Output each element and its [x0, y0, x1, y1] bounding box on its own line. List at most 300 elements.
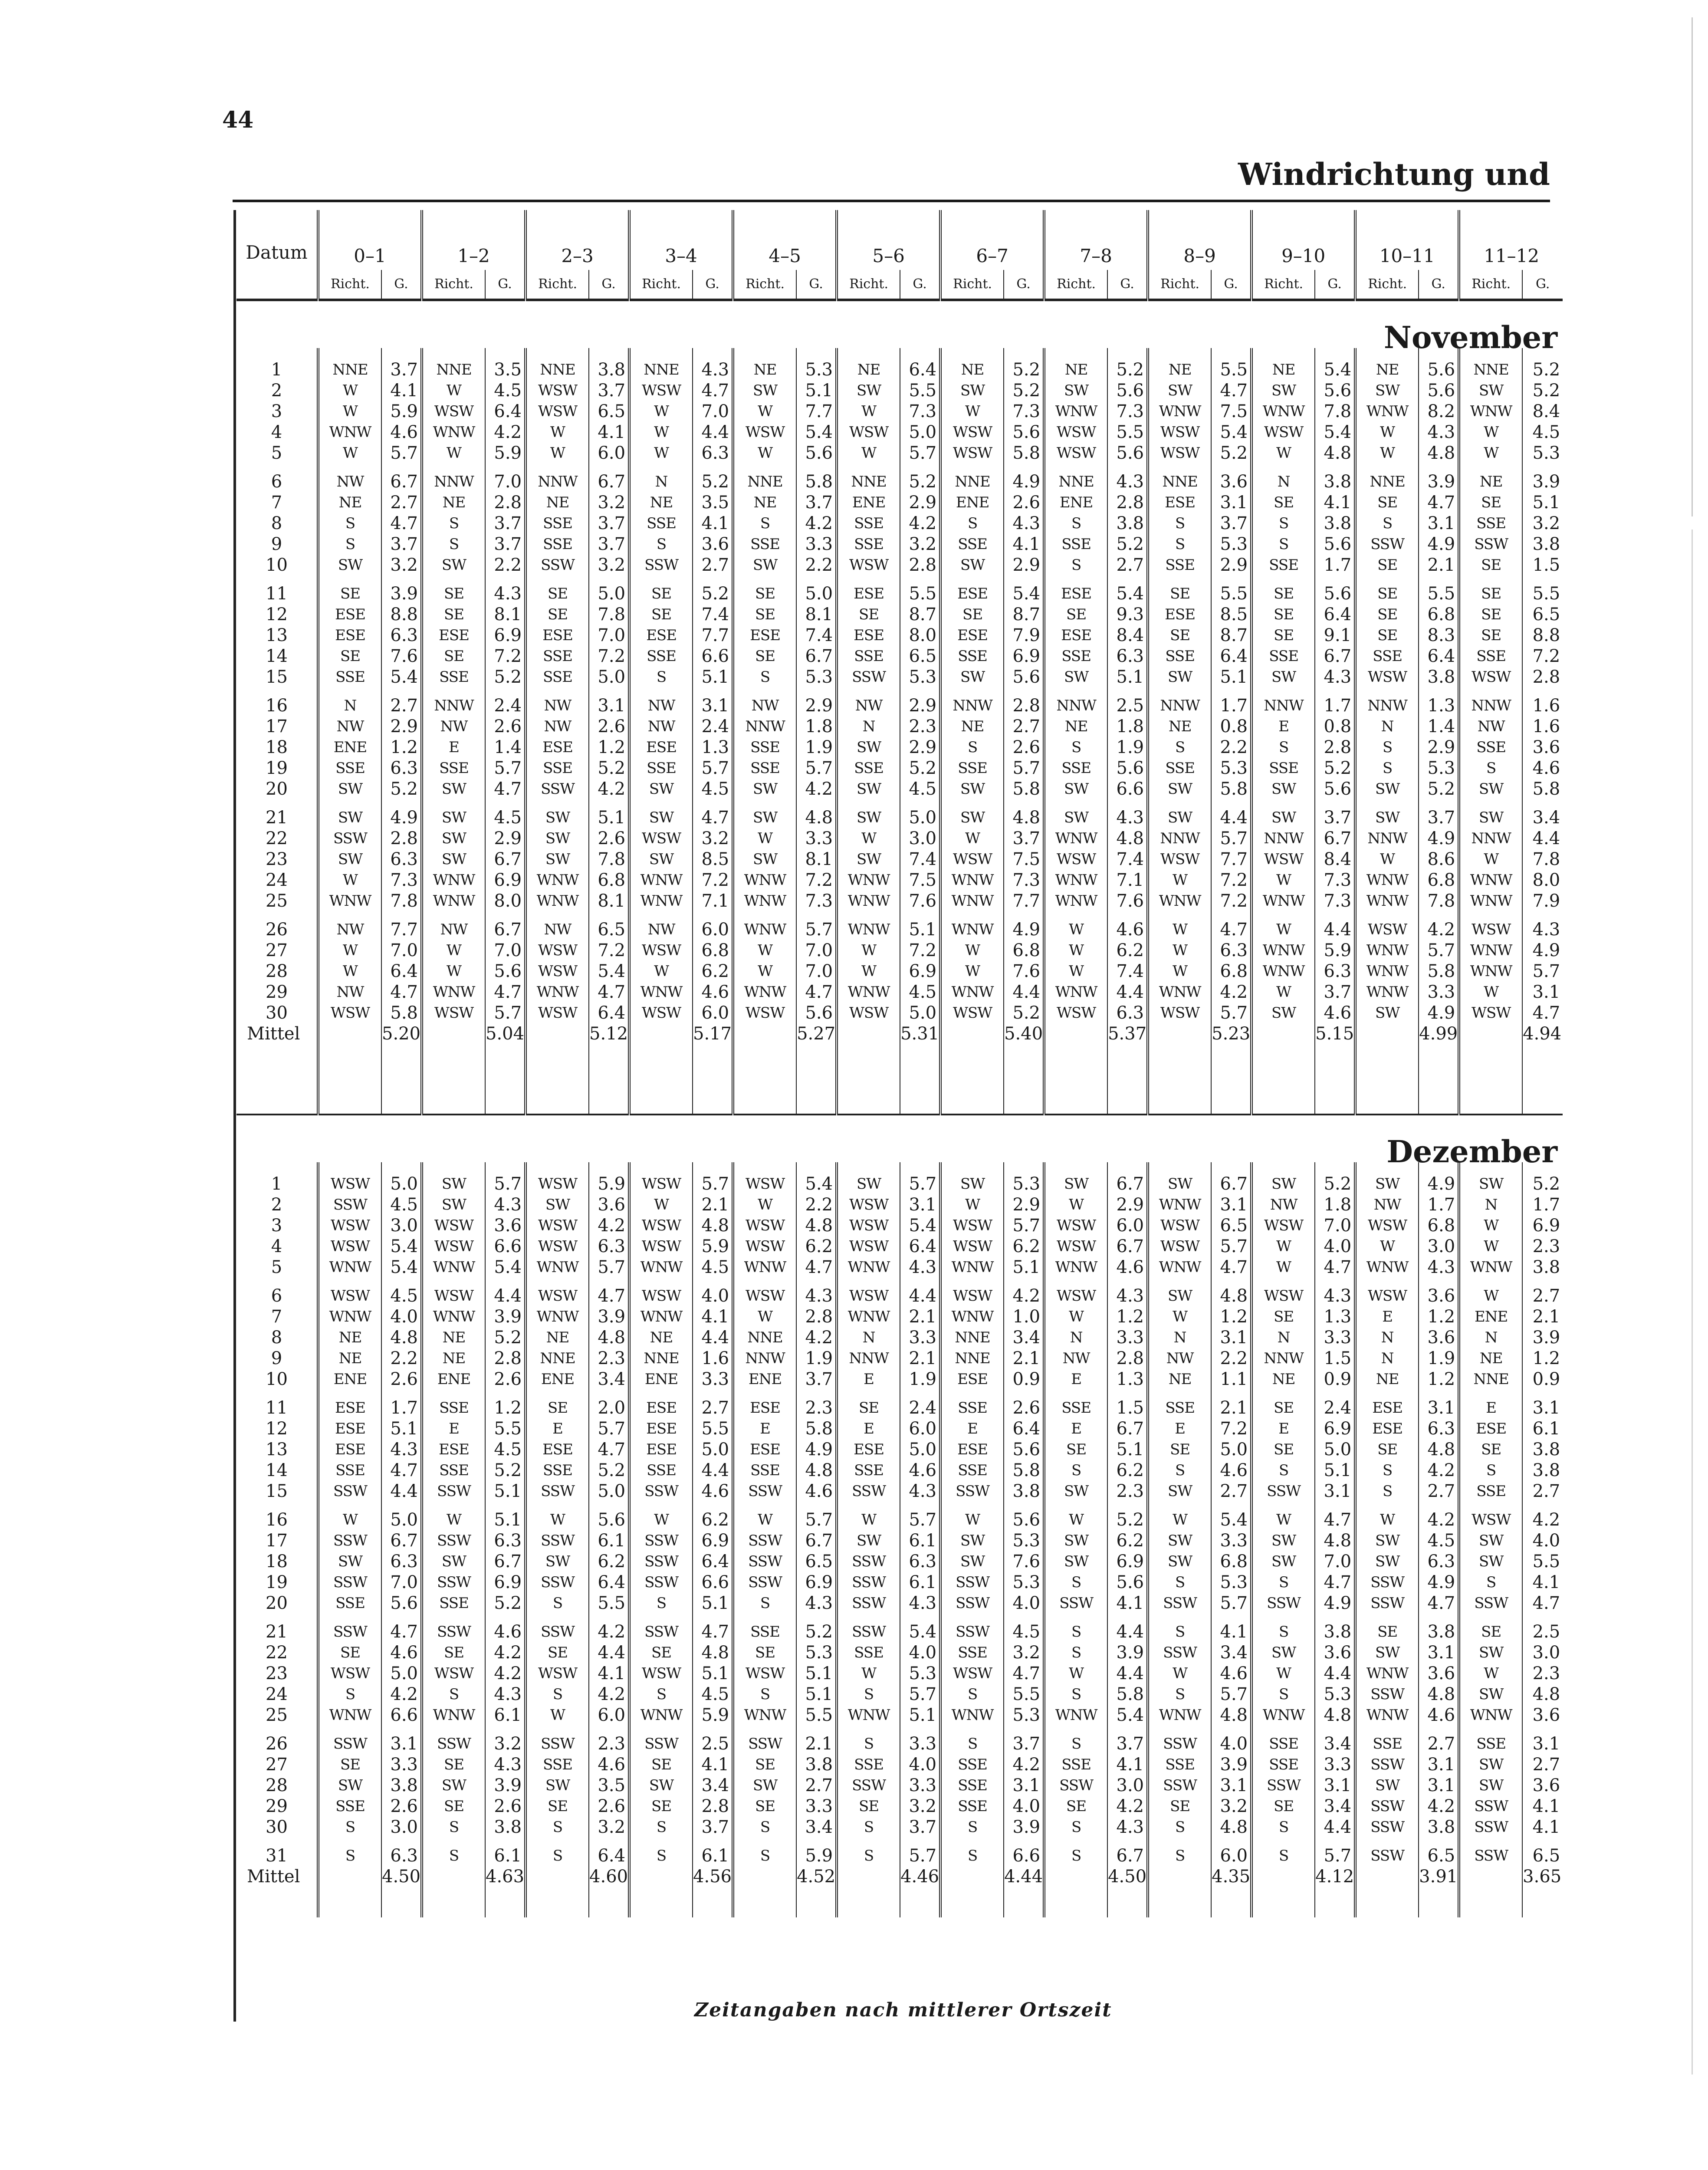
speed-cell: 6.4 [909, 1236, 937, 1256]
speed-cell: 3.4 [598, 1369, 626, 1389]
direction-cell: WSW [940, 1003, 1004, 1023]
speed-cell: 6.4 [701, 1552, 729, 1572]
speed-cell: 3.0 [1427, 1236, 1455, 1256]
direction-cell: S [1044, 555, 1107, 575]
direction-cell: W [733, 940, 796, 961]
spacer-cell [1315, 1726, 1355, 1733]
direction-cell: WSW [422, 1286, 485, 1306]
table-row [236, 492, 1563, 513]
spacer-cell [1315, 1502, 1355, 1509]
speed-cell: 2.4 [494, 696, 522, 716]
direction-cell: SW [837, 737, 900, 758]
mittel-spacer [1355, 1023, 1419, 1057]
mittel-value: 4.35 [1212, 1867, 1251, 1887]
direction-cell: S [1251, 513, 1315, 534]
direction-cell: SSE [629, 1460, 693, 1481]
direction-cell: ESE [940, 625, 1004, 646]
speed-cell: 1.0 [1012, 1307, 1041, 1327]
g-subheader: G. [796, 270, 837, 300]
direction-cell: W [837, 828, 900, 849]
speed-cell: 7.4 [701, 605, 729, 625]
speed-cell: 3.1 [1532, 982, 1560, 1002]
direction-cell: W [1148, 919, 1211, 940]
direction-cell: WNW [422, 982, 485, 1003]
direction-cell: WNW [1251, 940, 1315, 961]
direction-cell: NW [318, 982, 381, 1003]
speed-cell: 3.3 [805, 534, 833, 554]
spacer-cell [1107, 1614, 1148, 1621]
direction-cell: SW [422, 1775, 485, 1796]
spacer-cell [589, 1900, 629, 1917]
day-cell: 21 [236, 807, 318, 828]
speed-cell: 3.3 [1427, 982, 1455, 1002]
direction-cell: SE [318, 1754, 381, 1775]
spacer-cell [526, 687, 589, 695]
speed-cell: 1.8 [1324, 1195, 1352, 1215]
direction-cell: SE [1251, 1306, 1315, 1327]
direction-cell: SW [1355, 807, 1419, 828]
direction-cell: SW [1459, 1754, 1522, 1775]
speed-cell: 4.5 [1427, 1531, 1455, 1551]
direction-cell: SW [1251, 1551, 1315, 1572]
speed-cell: 7.2 [494, 646, 522, 666]
speed-cell: 3.7 [1012, 829, 1041, 848]
speed-cell: 3.4 [1324, 1734, 1352, 1754]
direction-cell: SSE [940, 758, 1004, 779]
direction-cell: SW [733, 380, 796, 401]
speed-cell: 4.3 [1324, 1286, 1352, 1306]
direction-cell: WSW [1459, 667, 1522, 687]
direction-cell: WNW [422, 422, 485, 443]
spacer-cell [1004, 1614, 1044, 1621]
spacer-cell [940, 1614, 1004, 1621]
direction-cell: SSW [733, 1733, 796, 1754]
speed-cell: 8.8 [390, 605, 418, 625]
spacer-cell [629, 911, 693, 919]
direction-cell: S [526, 1684, 589, 1705]
day-cell: 11 [236, 1397, 318, 1418]
spacer-cell [1459, 1838, 1522, 1845]
table-row [236, 1257, 1563, 1278]
speed-cell: 5.1 [1012, 1257, 1041, 1277]
spacer-cell [381, 1278, 422, 1286]
speed-cell: 0.8 [1220, 717, 1248, 736]
direction-cell: SE [1251, 1397, 1315, 1418]
speed-cell: 3.7 [1324, 808, 1352, 828]
spacer-cell [526, 1502, 589, 1509]
spacer-cell [526, 1726, 589, 1733]
spacer-cell [1251, 799, 1315, 807]
speed-cell: 4.5 [494, 1440, 522, 1460]
direction-cell: WNW [1251, 1705, 1315, 1726]
direction-cell: WNW [526, 1306, 589, 1327]
speed-cell: 4.3 [390, 1440, 418, 1460]
direction-cell: N [1459, 1194, 1522, 1215]
g-subheader: G. [693, 270, 733, 300]
speed-cell: 4.8 [701, 1216, 729, 1236]
speed-cell: 6.1 [701, 1846, 729, 1866]
direction-cell: NNW [1148, 695, 1211, 716]
speed-cell: 1.7 [1324, 696, 1352, 716]
direction-cell: SW [1251, 1530, 1315, 1551]
speed-cell: 6.4 [598, 1846, 626, 1866]
speed-cell: 5.3 [1012, 1705, 1041, 1725]
speed-cell: 4.3 [494, 1195, 522, 1215]
speed-cell: 5.7 [701, 758, 729, 778]
direction-cell: WSW [629, 940, 693, 961]
speed-cell: 3.2 [598, 1817, 626, 1837]
direction-cell: S [318, 1845, 381, 1866]
speed-cell: 3.4 [1220, 1643, 1248, 1663]
spacer-cell [1251, 1726, 1315, 1733]
direction-cell: S [629, 534, 693, 555]
direction-cell: SSE [837, 758, 900, 779]
spacer-cell [940, 1278, 1004, 1286]
spacer-cell [1211, 1900, 1251, 1917]
spacer-cell [837, 1838, 900, 1845]
speed-cell: 1.9 [1116, 737, 1144, 757]
speed-cell: 5.2 [701, 584, 729, 604]
spacer-cell [940, 687, 1004, 695]
day-cell: 7 [236, 1306, 318, 1327]
direction-cell: SSE [733, 1621, 796, 1642]
direction-cell: WSW [629, 1215, 693, 1236]
spacer-cell [1459, 1390, 1522, 1397]
day-cell: 25 [236, 1705, 318, 1726]
spacer-cell [837, 911, 900, 919]
speed-cell: 5.3 [1012, 1174, 1041, 1194]
speed-cell: 3.2 [1532, 513, 1560, 533]
speed-cell: 6.3 [1116, 646, 1144, 666]
speed-cell: 6.3 [390, 849, 418, 869]
direction-cell: W [318, 443, 381, 464]
direction-cell: ENE [318, 1369, 381, 1390]
direction-cell: SSW [837, 1481, 900, 1502]
speed-cell: 5.6 [598, 1510, 626, 1530]
speed-cell: 4.9 [1427, 1003, 1455, 1023]
direction-cell: W [1148, 961, 1211, 982]
spacer-cell [318, 799, 381, 807]
speed-cell: 4.0 [1220, 1734, 1248, 1754]
spacer-cell [422, 799, 485, 807]
spacer-cell [318, 1057, 381, 1115]
direction-cell: NNE [1044, 471, 1107, 492]
direction-cell: W [1355, 849, 1419, 870]
speed-cell: 6.5 [598, 920, 626, 940]
direction-cell: WNW [1251, 401, 1315, 422]
speed-cell: 4.5 [390, 1195, 418, 1215]
speed-cell: 4.4 [598, 1643, 626, 1663]
direction-cell: SSW [837, 1572, 900, 1593]
direction-cell: W [629, 422, 693, 443]
direction-cell: W [422, 380, 485, 401]
spacer-cell [1107, 911, 1148, 919]
day-cell: 2 [236, 380, 318, 401]
speed-cell: 2.7 [805, 1775, 833, 1795]
speed-cell: 5.0 [909, 422, 937, 442]
speed-cell: 4.4 [1324, 1664, 1352, 1683]
spacer-cell [693, 1057, 733, 1115]
direction-cell: SE [422, 1796, 485, 1817]
spacer-cell [837, 1726, 900, 1733]
mittel-spacer [422, 1023, 485, 1057]
speed-cell: 2.6 [1012, 493, 1041, 513]
direction-cell: WNW [733, 982, 796, 1003]
direction-cell: SSE [940, 1775, 1004, 1796]
direction-cell: WNW [837, 919, 900, 940]
speed-cell: 2.1 [1220, 1398, 1248, 1418]
spacer-cell [629, 575, 693, 583]
direction-cell: W [1355, 1509, 1419, 1530]
speed-cell: 4.2 [1427, 1510, 1455, 1530]
direction-cell: SSE [1148, 646, 1211, 667]
spacer-cell [900, 911, 940, 919]
speed-cell: 2.6 [598, 829, 626, 848]
speed-cell: 5.4 [390, 1257, 418, 1277]
speed-cell: 8.1 [494, 605, 522, 625]
direction-cell: S [940, 513, 1004, 534]
speed-cell: 5.1 [1116, 1440, 1144, 1460]
direction-cell: SW [733, 849, 796, 870]
speed-cell: 7.0 [390, 940, 418, 960]
speed-cell: 4.2 [494, 422, 522, 442]
speed-cell: 4.5 [1012, 1622, 1041, 1642]
speed-cell: 5.7 [494, 758, 522, 778]
direction-cell: N [1355, 716, 1419, 737]
speed-cell: 6.5 [1427, 1846, 1455, 1866]
direction-cell: ESE [526, 737, 589, 758]
spacer-cell [693, 911, 733, 919]
speed-cell: 5.3 [909, 1664, 937, 1683]
spacer-cell [1315, 1614, 1355, 1621]
direction-cell: WNW [1044, 891, 1107, 911]
direction-cell: NNE [940, 1348, 1004, 1369]
speed-cell: 2.8 [494, 1348, 522, 1368]
speed-cell: 2.7 [390, 493, 418, 513]
mittel-label: Mittel [236, 1023, 318, 1057]
direction-cell: W [1459, 1215, 1522, 1236]
spacer-cell [1107, 1390, 1148, 1397]
speed-cell: 4.4 [1324, 1817, 1352, 1837]
speed-cell: 0.8 [1324, 717, 1352, 736]
direction-cell: NE [1251, 1369, 1315, 1390]
direction-cell: W [940, 401, 1004, 422]
direction-cell: WSW [1459, 1003, 1522, 1023]
direction-cell: SSW [318, 1481, 381, 1502]
spacer-cell [1148, 687, 1211, 695]
speed-cell: 5.7 [909, 1510, 937, 1530]
speed-cell: 3.1 [1324, 1775, 1352, 1795]
speed-cell: 4.2 [805, 779, 833, 799]
direction-cell: S [526, 1845, 589, 1866]
direction-cell: ENE [733, 1369, 796, 1390]
direction-cell: S [318, 1684, 381, 1705]
table-row [236, 1460, 1563, 1481]
spacer-cell [900, 1162, 940, 1174]
direction-cell: SSE [940, 1460, 1004, 1481]
speed-cell: 7.7 [1220, 849, 1248, 869]
spacer-row [236, 1162, 1563, 1174]
speed-cell: 5.6 [1324, 534, 1352, 554]
direction-cell: ESE [1148, 492, 1211, 513]
direction-cell: SE [733, 604, 796, 625]
speed-cell: 6.3 [1220, 940, 1248, 960]
mittel-spacer [940, 1023, 1004, 1057]
speed-cell: 5.2 [909, 758, 937, 778]
spacer-cell [1044, 1390, 1107, 1397]
g-subheader: G. [589, 270, 629, 300]
speed-cell: 6.4 [598, 1003, 626, 1023]
direction-cell: WSW [837, 1215, 900, 1236]
spacer-cell [485, 1162, 526, 1174]
hour-header: 8–9 [1148, 210, 1251, 270]
direction-cell: NW [1044, 1348, 1107, 1369]
speed-cell: 4.7 [598, 1440, 626, 1460]
direction-cell: SW [629, 807, 693, 828]
day-cell: 18 [236, 1551, 318, 1572]
direction-cell: S [1251, 534, 1315, 555]
direction-cell: SW [422, 849, 485, 870]
spacer-cell [1251, 464, 1315, 471]
direction-cell: W [526, 422, 589, 443]
direction-cell: WSW [526, 401, 589, 422]
hour-header: 4–5 [733, 210, 837, 270]
speed-cell: 5.0 [390, 1174, 418, 1194]
direction-cell: W [629, 1509, 693, 1530]
speed-cell: 3.5 [494, 360, 522, 380]
direction-cell: WSW [837, 555, 900, 575]
speed-cell: 1.2 [1532, 1348, 1560, 1368]
speed-cell: 1.8 [805, 717, 833, 736]
table-row [236, 737, 1563, 758]
speed-cell: 4.1 [1116, 1593, 1144, 1613]
direction-cell: SSE [733, 758, 796, 779]
day-cell: 31 [236, 1845, 318, 1866]
speed-cell: 7.0 [390, 1572, 418, 1592]
speed-cell: 5.2 [1220, 443, 1248, 463]
day-cell: 26 [236, 1733, 318, 1754]
direction-cell: WSW [422, 1215, 485, 1236]
spacer-cell [796, 1838, 837, 1845]
speed-cell: 5.2 [598, 758, 626, 778]
speed-cell: 2.2 [805, 555, 833, 575]
direction-cell: W [526, 1705, 589, 1726]
direction-cell: W [1459, 982, 1522, 1003]
direction-cell: ESE [526, 1439, 589, 1460]
spacer-cell [1148, 1838, 1211, 1845]
day-cell: 26 [236, 919, 318, 940]
spacer-cell [1355, 1726, 1419, 1733]
speed-cell: 4.7 [494, 982, 522, 1002]
direction-cell: SSW [526, 1621, 589, 1642]
speed-cell: 6.1 [494, 1705, 522, 1725]
direction-cell: W [1044, 961, 1107, 982]
spacer-cell [940, 1726, 1004, 1733]
speed-cell: 6.7 [390, 1531, 418, 1551]
speed-cell: 2.5 [1532, 1622, 1560, 1642]
spacer-cell [422, 348, 485, 359]
direction-cell: WSW [940, 1286, 1004, 1306]
direction-cell: NW [1148, 1348, 1211, 1369]
speed-cell: 5.9 [598, 1174, 626, 1194]
speed-cell: 4.3 [909, 1593, 937, 1613]
spacer-cell [1148, 1726, 1211, 1733]
speed-cell: 4.8 [1324, 1705, 1352, 1725]
direction-cell: SSE [1251, 1754, 1315, 1775]
spacer-cell [1004, 348, 1044, 359]
day-cell: 18 [236, 737, 318, 758]
g-subheader: G. [1211, 270, 1251, 300]
direction-cell: NNE [1148, 471, 1211, 492]
speed-cell: 6.6 [494, 1236, 522, 1256]
spacer-cell [526, 575, 589, 583]
direction-cell: SE [1148, 1439, 1211, 1460]
day-cell: 19 [236, 1572, 318, 1593]
direction-cell: SE [733, 583, 796, 604]
direction-cell: NW [526, 716, 589, 737]
direction-cell: NNE [940, 1327, 1004, 1348]
direction-cell: SW [422, 1174, 485, 1194]
speed-cell: 4.3 [494, 1684, 522, 1704]
direction-cell: WNW [1355, 1663, 1419, 1684]
speed-cell: 8.1 [598, 891, 626, 911]
spacer-cell [1004, 799, 1044, 807]
spacer-cell [318, 1838, 381, 1845]
speed-cell: 6.0 [598, 1705, 626, 1725]
direction-cell: SSE [1355, 646, 1419, 667]
mittel-spacer [1044, 1023, 1107, 1057]
spacer-cell [381, 1900, 422, 1917]
spacer-cell [236, 1900, 318, 1917]
spacer-row [236, 911, 1563, 919]
direction-cell: W [1251, 1236, 1315, 1257]
speed-cell: 3.1 [1220, 1328, 1248, 1348]
direction-cell: WSW [629, 1663, 693, 1684]
speed-cell: 4.1 [598, 1664, 626, 1683]
speed-cell: 4.6 [909, 1460, 937, 1480]
direction-cell: SW [1355, 1530, 1419, 1551]
table-row [236, 513, 1563, 534]
spacer-cell [1355, 1278, 1419, 1286]
speed-cell: 3.8 [1532, 1257, 1560, 1277]
speed-cell: 6.3 [1116, 1003, 1144, 1023]
richt-subheader: Richt. [526, 270, 589, 300]
direction-cell: SW [629, 1775, 693, 1796]
spacer-cell [1459, 1057, 1522, 1115]
direction-cell: SW [1044, 380, 1107, 401]
speed-cell: 6.0 [909, 1419, 937, 1439]
direction-cell: ESE [733, 1397, 796, 1418]
speed-cell: 3.1 [1427, 1775, 1455, 1795]
speed-cell: 5.1 [494, 1481, 522, 1501]
direction-cell: SW [1044, 1481, 1107, 1502]
spacer-cell [900, 1726, 940, 1733]
spacer-cell [1419, 1278, 1459, 1286]
spacer-cell [796, 348, 837, 359]
table-row [236, 807, 1563, 828]
spacer-cell [318, 687, 381, 695]
spacer-cell [1107, 687, 1148, 695]
spacer-cell [318, 1390, 381, 1397]
day-cell: 6 [236, 1286, 318, 1306]
direction-cell: SW [422, 555, 485, 575]
direction-cell: W [1459, 1236, 1522, 1257]
richt-subheader: Richt. [1044, 270, 1107, 300]
spacer-cell [1522, 1614, 1563, 1621]
direction-cell: WNW [733, 870, 796, 891]
spacer-cell [1355, 1900, 1419, 1917]
speed-cell: 5.8 [1220, 779, 1248, 799]
